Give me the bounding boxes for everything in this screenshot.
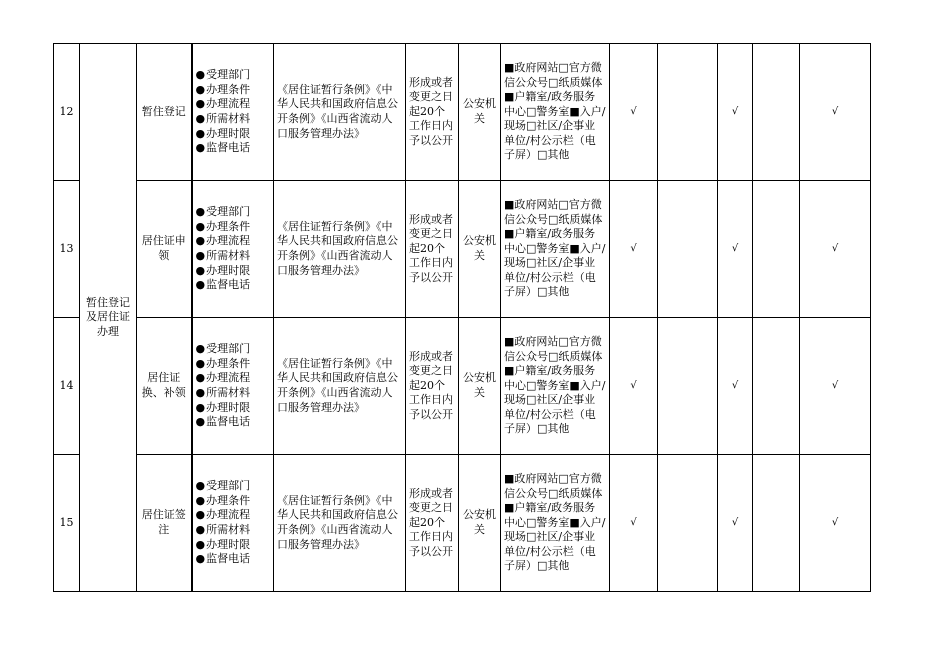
content-list-item: ● 办理时限 bbox=[196, 264, 271, 279]
check-mark-cell bbox=[800, 44, 871, 181]
table-row bbox=[54, 181, 871, 318]
check-mark-cell bbox=[610, 318, 658, 455]
content-list-item: ● 监督电话 bbox=[196, 278, 271, 293]
check-mark-cell bbox=[658, 318, 718, 455]
disclosure-time-cell: 形成或者变更之日起20个工作日内予以公开 bbox=[406, 455, 459, 592]
table-row bbox=[54, 44, 871, 181]
content-list-cell bbox=[192, 181, 274, 318]
check-mark: √ bbox=[831, 517, 839, 529]
row-number-cell: 15 bbox=[54, 455, 80, 592]
disclosure-subject-cell: 公安机关 bbox=[459, 318, 501, 455]
content-list-item: ● 办理流程 bbox=[196, 508, 271, 523]
content-list-item: ● 办理流程 bbox=[196, 234, 271, 249]
disclosure-subject-cell: 公安机关 bbox=[459, 181, 501, 318]
check-mark-cell bbox=[718, 181, 753, 318]
content-list-item: ● 监督电话 bbox=[196, 552, 271, 567]
check-mark-cell bbox=[753, 455, 800, 592]
content-list-item: ● 受理部门 bbox=[196, 342, 271, 357]
disclosure-time-cell: 形成或者变更之日起20个工作日内予以公开 bbox=[406, 318, 459, 455]
check-mark: √ bbox=[630, 243, 637, 255]
check-mark: √ bbox=[731, 243, 739, 255]
category-cell: 暂住登记及居住证办理 bbox=[80, 44, 137, 592]
check-mark-cell bbox=[610, 181, 658, 318]
content-list-cell bbox=[192, 455, 274, 592]
check-mark: √ bbox=[630, 106, 637, 118]
content-list-item: ● 所需材料 bbox=[196, 386, 271, 401]
content-list-item: ● 受理部门 bbox=[196, 205, 271, 220]
content-list-item: ● 办理条件 bbox=[196, 357, 271, 372]
content-list-item: ● 办理流程 bbox=[196, 97, 271, 112]
check-mark-cell bbox=[658, 44, 718, 181]
item-name-cell: 暂住登记 bbox=[137, 44, 192, 181]
check-mark-cell bbox=[753, 318, 800, 455]
disclosure-channel-cell: ■政府网站□官方微信公众号□纸质媒体■户籍室/政务服务中心□警务室■入户/现场□社区/企事业单位/村公示栏（电子屏）□其他 bbox=[501, 181, 610, 318]
content-list-item: ● 办理时限 bbox=[196, 127, 271, 142]
content-list-item: ● 所需材料 bbox=[196, 249, 271, 264]
legal-basis-cell: 《居住证暂行条例》《中华人民共和国政府信息公开条例》《山西省流动人口服务管理办法》 bbox=[274, 318, 406, 455]
disclosure-time-cell: 形成或者变更之日起20个工作日内予以公开 bbox=[406, 44, 459, 181]
content-list-cell bbox=[192, 44, 274, 181]
content-list-item: ● 办理条件 bbox=[196, 83, 271, 98]
check-mark-cell bbox=[800, 181, 871, 318]
disclosure-channel-cell: ■政府网站□官方微信公众号□纸质媒体■户籍室/政务服务中心□警务室■入户/现场□社区/企事业单位/村公示栏（电子屏）□其他 bbox=[501, 318, 610, 455]
content-list-item: ● 办理条件 bbox=[196, 220, 271, 235]
row-number-cell: 12 bbox=[54, 44, 80, 181]
check-mark: √ bbox=[831, 106, 839, 118]
item-name-cell: 居住证申领 bbox=[137, 181, 192, 318]
check-mark-cell bbox=[753, 44, 800, 181]
legal-basis-cell: 《居住证暂行条例》《中华人民共和国政府信息公开条例》《山西省流动人口服务管理办法》 bbox=[274, 181, 406, 318]
content-list-cell bbox=[192, 318, 274, 455]
row-number-cell: 14 bbox=[54, 318, 80, 455]
check-mark-cell bbox=[718, 44, 753, 181]
check-mark-cell bbox=[800, 455, 871, 592]
content-list-item: ● 监督电话 bbox=[196, 141, 271, 156]
disclosure-channel-cell: ■政府网站□官方微信公众号□纸质媒体■户籍室/政务服务中心□警务室■入户/现场□社区/企事业单位/村公示栏（电子屏）□其他 bbox=[501, 455, 610, 592]
check-mark-cell bbox=[800, 318, 871, 455]
disclosure-time-cell: 形成或者变更之日起20个工作日内予以公开 bbox=[406, 181, 459, 318]
check-mark: √ bbox=[831, 380, 839, 392]
check-mark-cell bbox=[658, 455, 718, 592]
content-list-item: ● 受理部门 bbox=[196, 479, 271, 494]
check-mark-cell bbox=[718, 318, 753, 455]
content-list-item: ● 办理条件 bbox=[196, 494, 271, 509]
disclosure-channel-cell: ■政府网站□官方微信公众号□纸质媒体■户籍室/政务服务中心□警务室■入户/现场□社区/企事业单位/村公示栏（电子屏）□其他 bbox=[501, 44, 610, 181]
content-list-item: ● 监督电话 bbox=[196, 415, 271, 430]
check-mark-cell bbox=[658, 181, 718, 318]
legal-basis-cell: 《居住证暂行条例》《中华人民共和国政府信息公开条例》《山西省流动人口服务管理办法》 bbox=[274, 455, 406, 592]
content-list-item: ● 受理部门 bbox=[196, 68, 271, 83]
item-name-cell: 居住证换、补领 bbox=[137, 318, 192, 455]
check-mark: √ bbox=[731, 517, 739, 529]
table-row bbox=[54, 318, 871, 455]
check-mark: √ bbox=[731, 106, 739, 118]
check-mark-cell bbox=[610, 44, 658, 181]
content-list-item: ● 所需材料 bbox=[196, 523, 271, 538]
disclosure-subject-cell: 公安机关 bbox=[459, 44, 501, 181]
content-list-item: ● 办理时限 bbox=[196, 538, 271, 553]
check-mark: √ bbox=[731, 380, 739, 392]
check-mark: √ bbox=[630, 517, 637, 529]
table-row bbox=[54, 455, 871, 592]
check-mark-cell bbox=[718, 455, 753, 592]
check-mark: √ bbox=[831, 243, 839, 255]
item-name-cell: 居住证签注 bbox=[137, 455, 192, 592]
content-list-item: ● 办理流程 bbox=[196, 371, 271, 386]
content-list-item: ● 所需材料 bbox=[196, 112, 271, 127]
legal-basis-cell: 《居住证暂行条例》《中华人民共和国政府信息公开条例》《山西省流动人口服务管理办法》 bbox=[274, 44, 406, 181]
disclosure-subject-cell: 公安机关 bbox=[459, 455, 501, 592]
check-mark-cell bbox=[610, 455, 658, 592]
check-mark-cell bbox=[753, 181, 800, 318]
disclosure-table bbox=[53, 43, 871, 592]
row-number-cell: 13 bbox=[54, 181, 80, 318]
check-mark: √ bbox=[630, 380, 637, 392]
content-list-item: ● 办理时限 bbox=[196, 401, 271, 416]
